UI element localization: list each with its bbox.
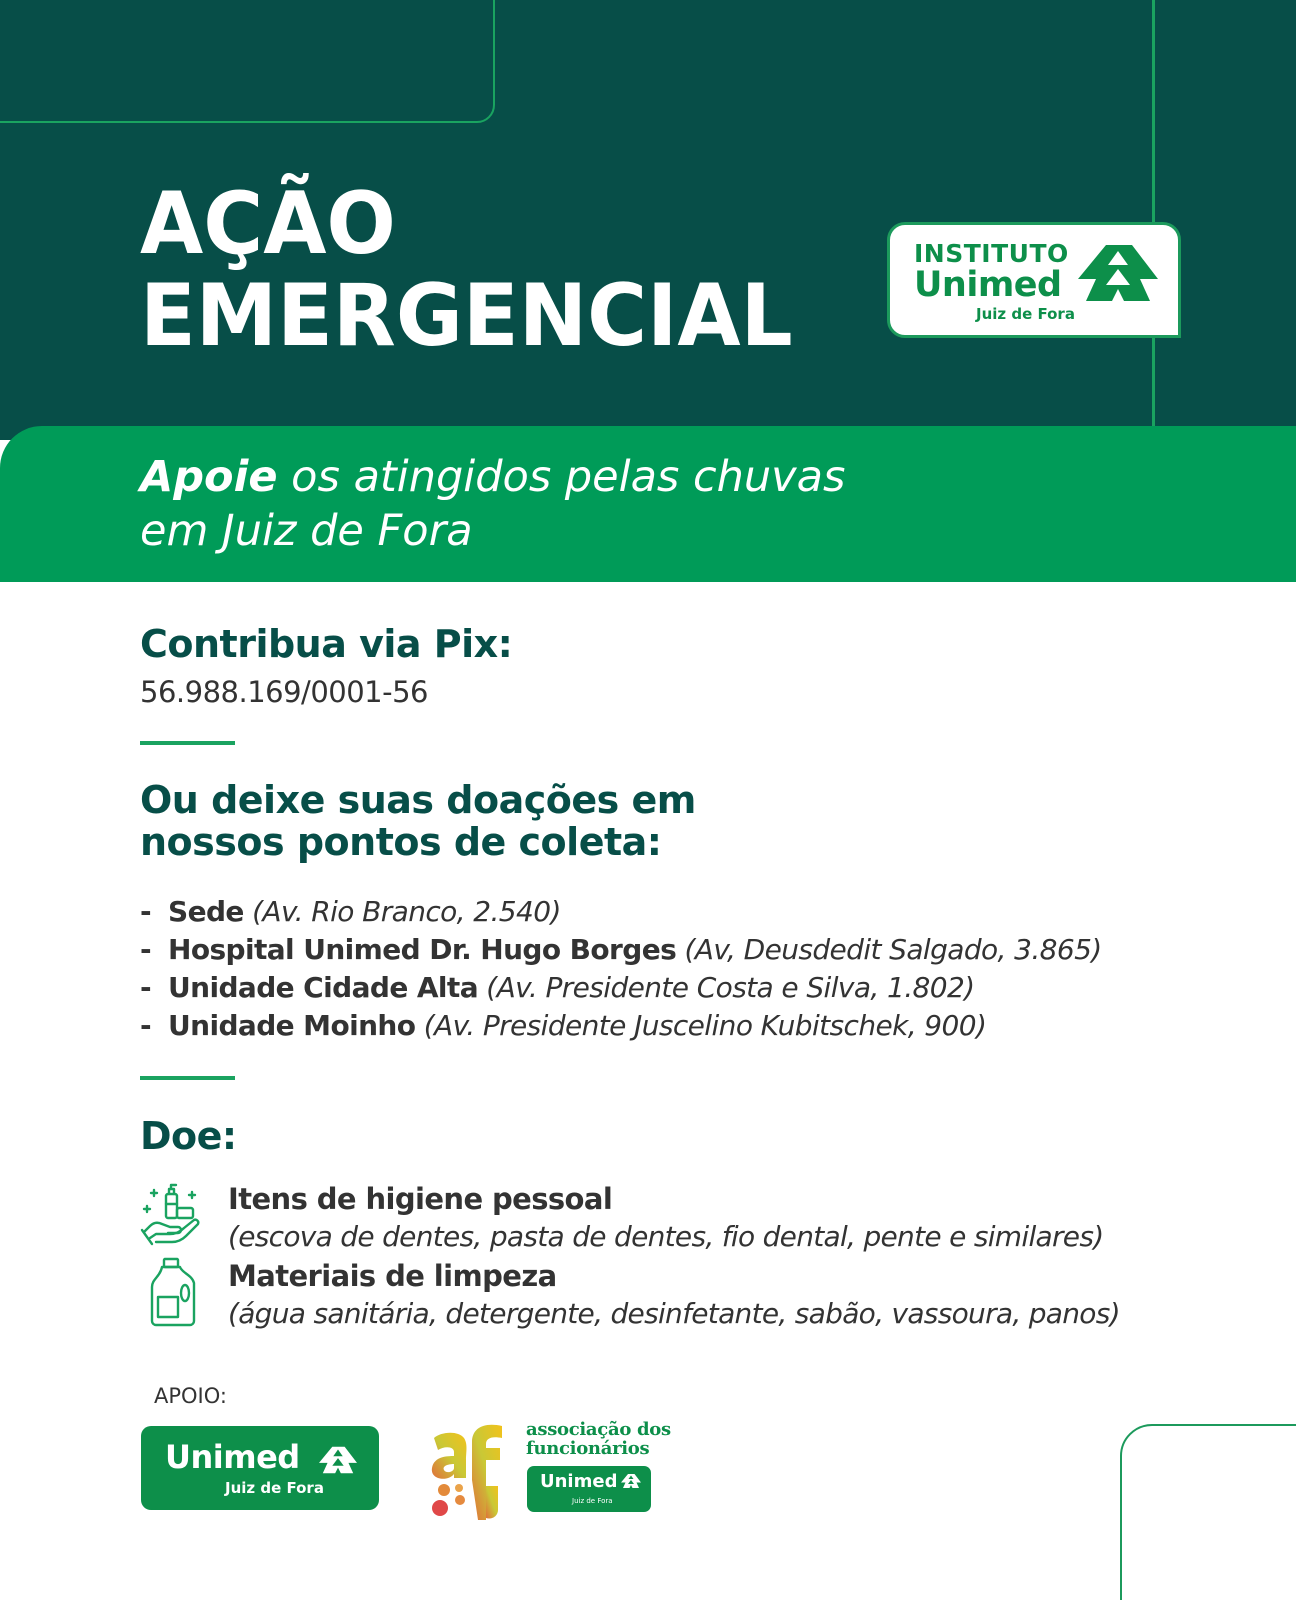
donate-item-title: Itens de higiene pessoal xyxy=(228,1182,613,1216)
donate-section xyxy=(140,1114,237,1159)
donate-item-cleaning xyxy=(140,1257,1140,1337)
donate-item-desc: (escova de dentes, pasta de dentes, fio dental, pente e similares) xyxy=(228,1220,1104,1253)
list-item: - Unidade Cidade Alta (Av. Presidente Costa e Silva, 1.802) xyxy=(140,971,975,1004)
association-line-2: funcionários xyxy=(526,1438,650,1459)
unimed-tree-icon xyxy=(1078,245,1158,301)
collection-points-list xyxy=(140,893,1102,1045)
collection-heading-line-2: nossos pontos de coleta: xyxy=(140,820,662,864)
subtitle xyxy=(140,450,845,558)
logo-city: Juiz de Fora xyxy=(976,305,1075,323)
decorative-frame xyxy=(0,0,495,123)
association-line-1: associação dos xyxy=(526,1419,671,1440)
list-item: - Unidade Moinho (Av. Presidente Juscelino Kubitschek, 900) xyxy=(140,1009,987,1042)
subtitle-band xyxy=(0,426,1296,582)
collection-heading-line-1: Ou deixe suas doações em xyxy=(140,778,696,822)
hygiene-hand-icon xyxy=(140,1180,206,1250)
unimed-tree-icon xyxy=(319,1446,357,1474)
divider xyxy=(140,1076,235,1080)
list-item: - Hospital Unimed Dr. Hugo Borges (Av, Deusdedit Salgado, 3.865) xyxy=(140,933,1102,966)
logo-unimed: Unimed xyxy=(914,265,1062,305)
unimed-juiz-de-fora-logo xyxy=(141,1426,379,1510)
badge-name: Unimed xyxy=(165,1438,300,1476)
donate-item-desc: (água sanitária, detergente, desinfetante, sabão, vassoura, panos) xyxy=(228,1297,1120,1330)
divider xyxy=(140,741,235,745)
subtitle-line-2: em Juiz de Fora xyxy=(140,506,473,556)
instituto-unimed-logo xyxy=(887,222,1181,338)
mini-badge-city: Juiz de Fora xyxy=(572,1497,613,1505)
pix-key: 56.988.169/0001-56 xyxy=(140,675,428,709)
badge-city: Juiz de Fora xyxy=(225,1479,324,1497)
collection-section xyxy=(140,778,1102,1045)
decorative-line xyxy=(1152,0,1155,440)
pix-section xyxy=(140,622,512,709)
cleaning-bottle-icon xyxy=(140,1257,206,1327)
association-unimed-badge xyxy=(527,1466,651,1512)
page-title xyxy=(140,174,793,366)
donate-item-title: Materiais de limpeza xyxy=(228,1259,557,1293)
decorative-frame xyxy=(1120,1424,1296,1600)
donate-item-hygiene xyxy=(140,1180,1140,1260)
list-item: - Sede (Av. Rio Branco, 2.540) xyxy=(140,895,561,928)
subtitle-emphasis: Apoie xyxy=(140,452,278,502)
subtitle-line-1: os atingidos pelas chuvas xyxy=(277,452,846,502)
title-line-1: AÇÃO xyxy=(140,174,396,274)
title-line-2: EMERGENCIAL xyxy=(140,266,793,366)
donate-heading: Doe: xyxy=(140,1114,237,1158)
pix-heading: Contribua via Pix: xyxy=(140,622,513,666)
af-association-logo-icon xyxy=(430,1420,510,1520)
mini-badge-name: Unimed xyxy=(540,1471,618,1492)
collection-heading xyxy=(140,778,1102,865)
logo-instituto: INSTITUTO xyxy=(914,239,1069,268)
unimed-tree-icon xyxy=(621,1474,641,1488)
association-name xyxy=(526,1420,671,1458)
header-panel xyxy=(0,0,1296,440)
support-label: APOIO: xyxy=(154,1384,227,1408)
